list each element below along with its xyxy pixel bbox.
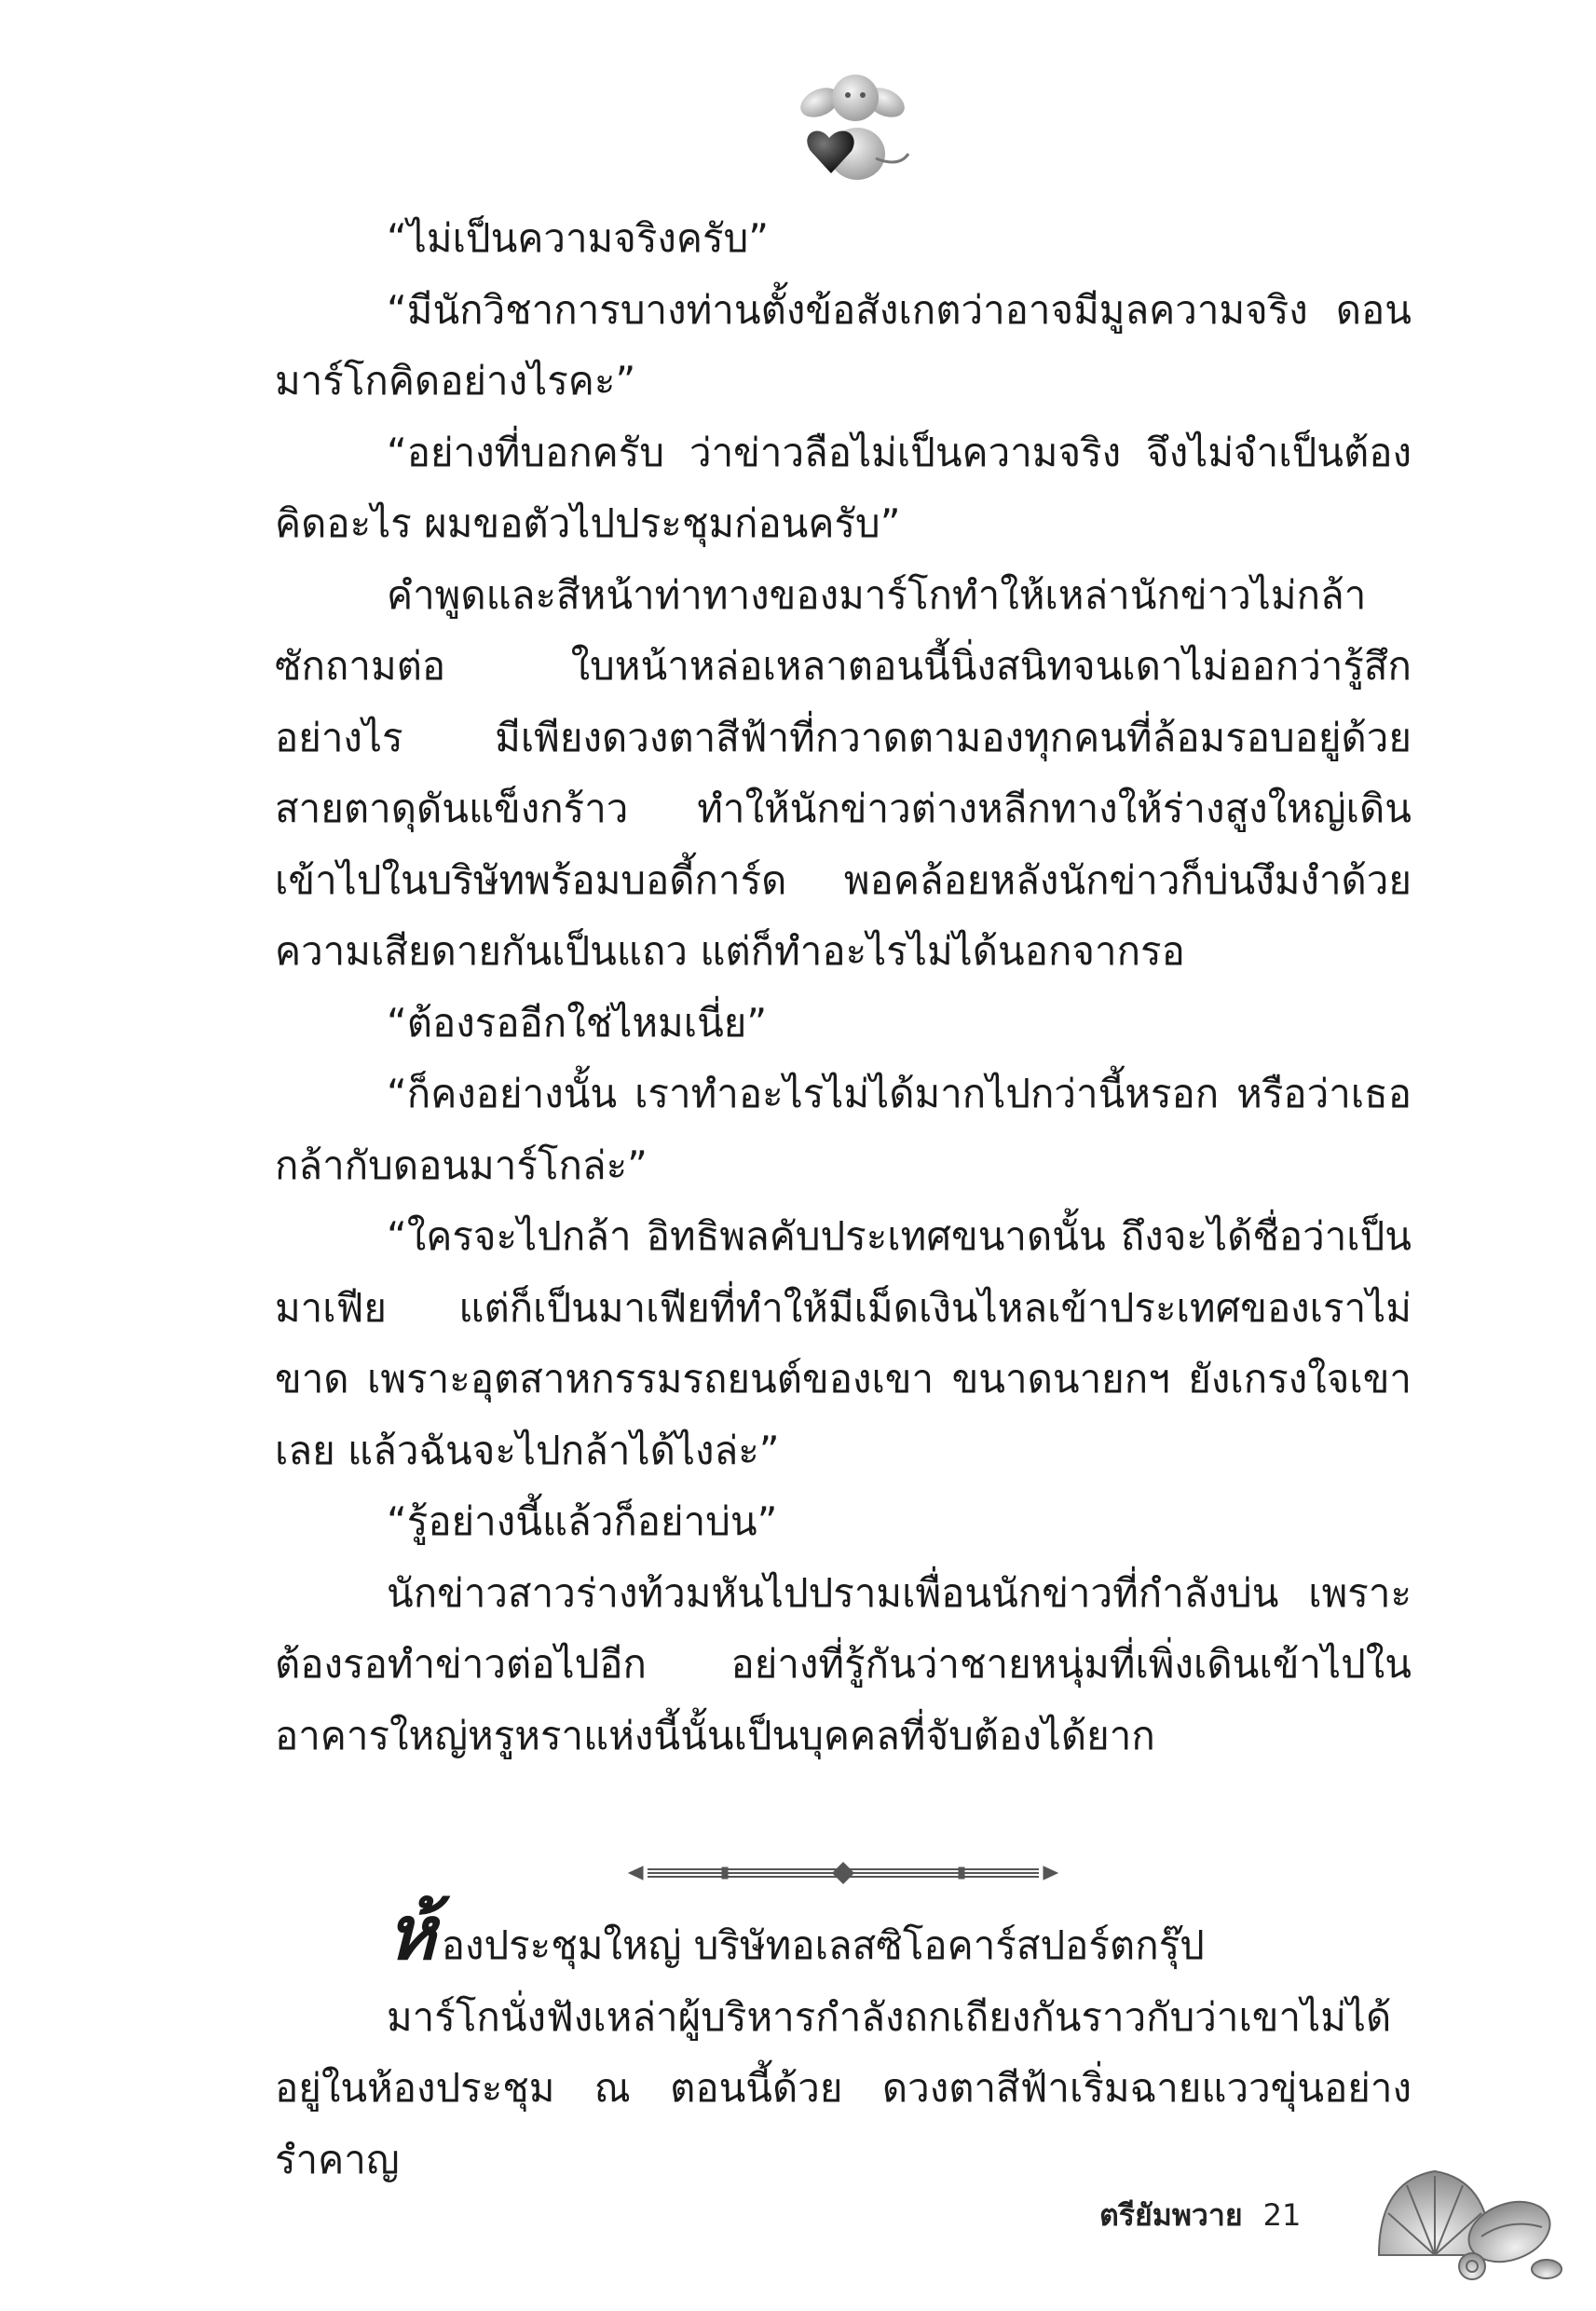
paragraph: มาร์โกนั่งฟังเหล่าผู้บริหารกำลังถกเถียงกันราวกับว่าเขาไม่ได้อยู่ในห้องประชุม ณ ตอนนี้ด้วย ดวงตาสีฟ้าเริ่มฉายแววขุ่นอย่างรำคาญ: [275, 1993, 1412, 2182]
paragraph: นักข่าวสาวร่างท้วมหันไปปรามเพื่อนนักข่าวที่กำลังบ่น เพราะต้องรอทำข่าวต่อไปอีก อย่างที่รู้กันว่าชายหนุ่มที่เพิ่งเดินเข้าไปในอาคารใหญ่หรูหราแห่งนี้นั้นเป็นบุคคลที่จับต้องได้ยาก: [275, 1569, 1412, 1758]
scene-divider-ornament: [620, 1859, 1067, 1887]
paragraph: “อย่างที่บอกครับ ว่าข่าวลือไม่เป็นความจริง จึงไม่จำเป็นต้องคิดอะไร ผมขอตัวไปประชุมก่อนครับ”: [275, 429, 1412, 546]
paragraph: “ก็คงอย่างนั้น เราทำอะไรไม่ได้มากไปกว่านี้หรอก หรือว่าเธอกล้ากับดอนมาร์โกล่ะ”: [275, 1071, 1412, 1188]
seashells-icon: [1360, 2143, 1565, 2283]
scene-heading-text: องประชุมใหญ่ บริษัทอเลสซิโอคาร์สปอร์ตกรุ๊ป: [441, 1922, 1205, 1968]
paragraph: “มีนักวิชาการบางท่านตั้งข้อสังเกตว่าอาจมีมูลความจริง ดอนมาร์โกคิดอย่างไรคะ”: [275, 286, 1412, 403]
cupid-heart-icon: [792, 65, 913, 186]
new-scene: [275, 1890, 1412, 2195]
scene-heading: [275, 1890, 1412, 1982]
book-title: ตรียัมพวาย: [1099, 2197, 1243, 2233]
chapter-body: [275, 203, 1412, 1771]
paragraph: “ต้องรออีกใช่ไหมเนี่ย”: [387, 999, 768, 1046]
drop-cap: ห้: [387, 1890, 436, 1976]
paragraph: “ไม่เป็นความจริงครับ”: [387, 215, 769, 261]
paragraph: คำพูดและสีหน้าท่าทางของมาร์โกทำให้เหล่านักข่าวไม่กล้าซักถามต่อ ใบหน้าหล่อเหลาตอนนี้นิ่งสนิทจนเดาไม่ออกว่ารู้สึกอย่างไร มีเพียงดวงตาสีฟ้าที่กวาดตามองทุกคนที่ล้อมรอบอยู่ด้วยสายตาดุดันแข็งกร้าว ทำให้นักข่าวต่างหลีกทางให้ร่างสูงใหญ่เดินเข้าไปในบริษัทพร้อมบอดี้การ์ด พอคล้อยหลังนักข่าวก็บ่นงึมงำด้วยความเสียดายกันเป็นแถว แต่ก็ทำอะไรไม่ได้นอกจากรอ: [275, 571, 1412, 974]
paragraph: “รู้อย่างนี้แล้วก็อย่าบ่น”: [387, 1498, 778, 1544]
page-footer: [1099, 2192, 1301, 2239]
page-number: 21: [1262, 2197, 1302, 2233]
paragraph: “ใครจะไปกล้า อิทธิพลคับประเทศขนาดนั้น ถึงจะได้ชื่อว่าเป็นมาเฟีย แต่ก็เป็นมาเฟียที่ทำให้มีเม็ดเงินไหลเข้าประเทศของเราไม่ขาด เพราะอุตสาหกรรมรถยนต์ของเขา ขนาดนายกฯ ยังเกรงใจเขาเลย แล้วฉันจะไปกล้าได้ไงล่ะ”: [275, 1213, 1412, 1473]
